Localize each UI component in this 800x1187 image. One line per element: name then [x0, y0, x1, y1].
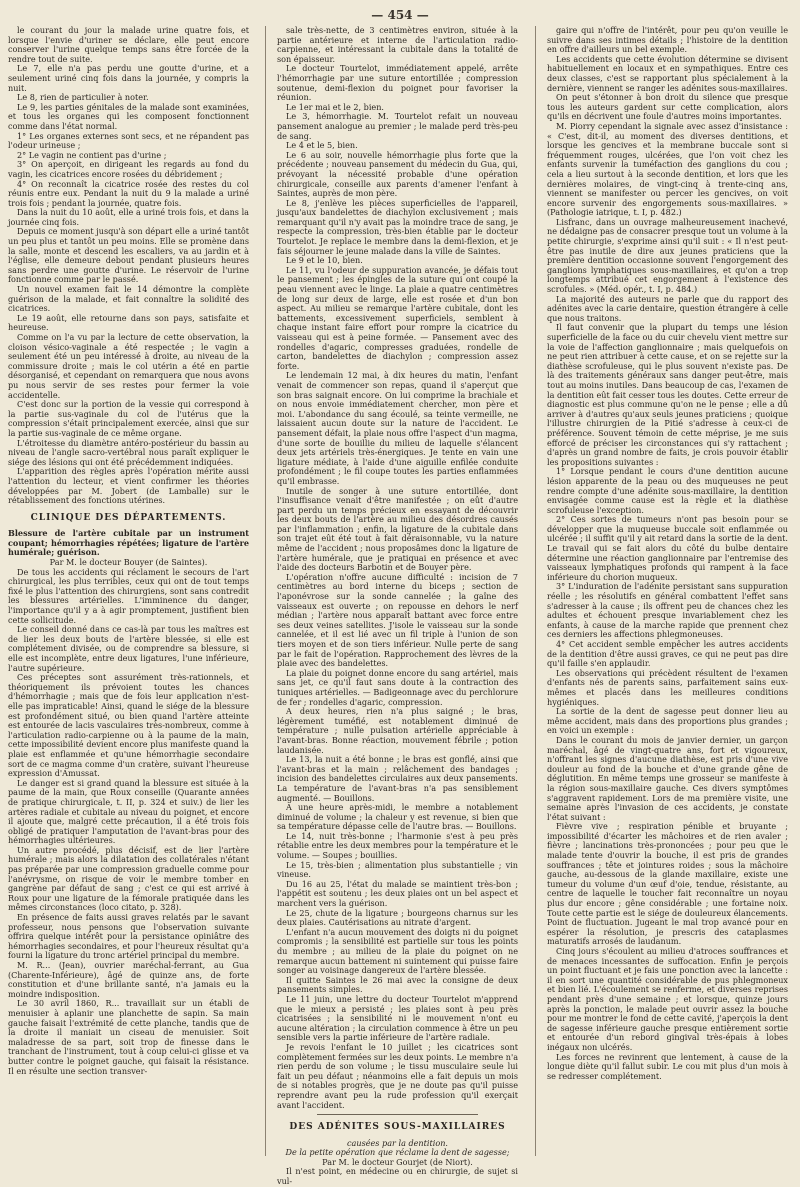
paragraph: Dans le courant du mois de janvier dernier, un garçon maréchal, âgé de vingt-quatre ans, fort et vigoureux, n'offrant les signes d'aucune diathèse, est pris d'une vive douleur au fond de la bouche et d'une grande gêne de déglutition. En même temps une grosseur se manifeste à la région sous-maxillaire gauche. Ces divers symptômes s'aggravent rapidement. Lors de ma première visite, une semaine après l'invasion de ces accidents, je constate l'état suivant : — [547, 734, 788, 822]
paragraph: Le 6 au soir, nouvelle hémorrhagie plus forte que la précédente ; nouveau pansement du médecin du Gua, qui, prévoyant la nécessité probable d'une opération chirurgicale, conseille aux parents d'amener l'enfant à Saintes, auprès de mon père. — [277, 149, 518, 199]
article-title: Blessure de l'artère cubitale par un instrument coupant; hémorrhagies répétées; ligature de l'artère humérale; guérison. — [8, 528, 249, 558]
paragraph: Le 30 avril 1860, R... travaillait sur un établi de menuisier à aplanir une planchette de sapin. Sa main gauche faisait l'extrémité de cette planche, tandis que de la droite il maniait un ciseau de menuisier. Soit maladresse de sa part, soit trop de finesse dans le tranchant de l'instrument, tout à coup celui-ci glisse et va butter contre le poignet gauche, qui faisait la résistance. Il en résulte une section transver- — [8, 998, 249, 1076]
paragraph: Le 15, très-bien ; alimentation plus substantielle ; vin vineuse. — [277, 859, 518, 880]
column-rule — [265, 26, 266, 1156]
paragraph: Inutile de songer à une suture entortillée, dont l'insuffisance venait d'être manifestée ; on eût d'autre part perdu un temps précieux en essayant de découvrir les deux bouts de l'artère au milieu des désordres causés par l'inflammation ; enfin, la ligature de la cubitale dans son trajet eût été tout à fait déraisonnable, vu la nature même de l'accident ; nous proposâmes donc la ligature de l'artère humérale, que je pratiquai en présence et avec l'aide des docteurs Barbotin et de Bouyer père. — [277, 485, 518, 573]
text-columns — [0, 25, 800, 1187]
paragraph: A une heure après-midi, le membre a notablement diminué de volume ; la chaleur y est revenue, si bien que sa température dépasse celle de l'autre bras. — Bouillons. — [277, 802, 518, 832]
col1-paragraphs — [8, 26, 249, 506]
paragraph: Le 8, j'enlève les pièces superficielles de l'appareil, jusqu'aux bandelettes de diachylon exclusivement ; mais remarquant qu'il n'y avait pas la moindre trace de sang, je respecte la compression, très-bien établie par le docteur Tourtelot. Je replace le membre dans la demi-flexion, et je fais séjourner le jeune malade dans la ville de Saintes. — [277, 197, 518, 256]
paragraph: Ces préceptes sont assurément très-rationnels, et théoriquement ils prévoient toutes les chances d'hémorrhagie ; mais que de fois leur application n'est-elle pas impraticable! Ainsi, quand le siége de la blessure est profondément situé, ou bien quand l'artère atteinte est entourée de lacis vasculaires très-nombreux, comme à l'articulation radio-carpienne ou à la paume de la main, cette impossibilité devient encore plus manifeste quand la plaie est enflammée et qu'une hémorrhagie secondaire sort de ce magma comme d'un cratère, suivant l'heureuse expression d'Amussat. — [8, 672, 249, 779]
article-byline-2: Par M. le docteur Gourjet (de Niort). — [322, 1156, 473, 1167]
paragraph: Le 11, vu l'odeur de suppuration avancée, je défais tout le pansement ; les épingles de la suture qui ont coupé la peau viennent avec le linge. La plaie a quatre centimètres de long sur deux de large, elle est rosée et d'un bon aspect. Au milieu se remarque l'artère cubitale, dont les battements, excessivement superficiels, semblent à chaque instant faire effort pour rompre la cicatrice du vaisseau qui est à peine formée. — Pansement avec des rondelles d'agaric, compresses graduées, rondelle de carton, bandelettes de diachylon ; compression assez forte. — [277, 264, 518, 371]
paragraph: Le docteur Tourtelot, immédiatement appelé, arrête l'hémorrhagie par une suture entortillée ; compression soutenue, demi-flexion du poignet pour favoriser la réunion. — [277, 63, 518, 103]
paragraph: La majorité des auteurs ne parle que du rapport des adénites avec la carie dentaire, question étrangère à celle que nous traitons. — [547, 293, 788, 323]
paragraph: Dans la nuit du 10 août, elle a uriné trois fois, et dans la journée cinq fois. — [8, 207, 249, 227]
paragraph: De tous les accidents qui réclament le secours de l'art chirurgical, les plus terribles, ceux qui ont de tout temps fixé le plus l'attention des chirurgiens, sont sans contredit les blessures artérielles. L'imminence du danger, l'importance qu'il y a à agir promptement, justifient bien cette sollicitude. — [8, 566, 249, 625]
column-2 — [277, 25, 519, 1187]
paragraph: 2° Le vagin ne contient pas d'urine ; — [17, 149, 167, 160]
paragraph: M. R... (Jean), ouvrier maréchal-ferrant, au Gua (Charente-Inférieure), âgé de quinze ans, de forte constitution et d'une brillante santé, n'a jamais eu la moindre indisposition. — [8, 960, 249, 999]
paragraph: Les forces ne revinrent que lentement, à cause de la longue diète qu'il fallut subir. Le cou mit plus d'un mois à se redresser complétement. — [547, 1051, 788, 1081]
paragraph: A deux heures, rien n'a plus saigné ; le bras, légèrement tuméfié, est notablement diminué de température ; nulle pulsation artérielle appréciable à l'avant-bras. Bonne réaction, mouvement fébrile ; potion laudanisée. — [277, 706, 518, 755]
section-subtitle-2: De la petite opération que réclame la dent de sagesse; — [285, 1147, 510, 1158]
paragraph: Un nouvel examen fait le 14 démontre la complète guérison de la malade, et fait connaître la solidité des cicatrices. — [8, 284, 249, 314]
paragraph: 4° On reconnaît la cicatrice rosée des restes du col réunis entre eux. Pendant la nuit du 9 la malade a uriné trois fois ; pendant la journée, quatre fois. — [8, 178, 249, 208]
paragraph: Lisfranc, dans un ouvrage malheureusement inachevé, ne dédaigne pas de consacrer presque tout un volume à la petite chirurgie, s'exprime ainsi qu'il suit : « Il n'est peut-être pas inutile de dire aux jeunes praticiens que la première dentition occasionne souvent l'engorgement des ganglions lymphatiques sous-maxillaires, et qu'on a trop longtemps attribué cet engorgement à l'existence des scrofules. » (Méd. opér., t. I, p. 484.) — [547, 216, 788, 295]
paragraph: Le 9, les parties génitales de la malade sont examinées, et tous les organes qui les composent fonctionnent comme dans l'état normal. — [8, 101, 249, 131]
column-rule — [535, 26, 536, 1156]
paragraph: 1° Lorsque pendant le cours d'une dentition aucune lésion apparente de la peau ou des muqueuses ne peut rendre compte d'une adénite sous-maxillaire, la dentition envisagée comme cause est la règle et la diathèse scrofuleuse l'exception. — [547, 466, 788, 515]
paragraph: C'est donc sur la portion de la vessie qui correspond à la partie sus-vaginale du col de l'utérus que la compression s'était principalement exercée, ainsi que sur la partie sus-vaginale de ce même organe. — [8, 399, 249, 438]
paragraph: Le 3, hémorrhagie. M. Tourtelot refait un nouveau pansement analogue au premier ; le malade perd très-peu de sang. — [277, 111, 518, 141]
paragraph: Le 8, rien de particulier à noter. — [17, 92, 149, 103]
paragraph: sale très-nette, de 3 centimètres environ, située à la partie antérieure et interne de l'articulation radio-carpienne, et intéressant la cubitale dans la totalité de son épaisseur. — [277, 25, 518, 64]
paragraph: Le conseil donné dans ce cas-là par tous les maîtres est de lier les deux bouts de l'artère blessée, si elle est complétement divisée, ou de comprendre sa blessure, si elle est incomplète, entre deux ligatures, l'une inférieure, l'autre supérieure. — [8, 624, 249, 673]
paragraph: L'étroitesse du diamètre antéro-postérieur du bassin au niveau de l'angle sacro-vertébral nous paraît expliquer le siége des lésions qui ont été précédemment indiquées. — [8, 437, 249, 467]
paragraph: le courant du jour la malade urine quatre fois, et lorsque l'envie d'uriner se déclare, elle peut encore conserver l'urine quelque temps sans être forcée de la rendre tout de suite. — [8, 25, 249, 64]
paragraph: Le 25, chute de la ligature ; bourgeons charnus sur les deux plaies. Cautérisations au nitrate d'argent. — [277, 907, 518, 928]
section-title: CLINIQUE DES DÉPARTEMENTS. — [30, 512, 227, 523]
paragraph: Le 14, nuit très-bonne ; l'harmonie s'est à peu près rétablie entre les deux membres pour la température et le volume. — Soupes ; bouillies. — [277, 830, 518, 861]
paragraph: Fièvre vive ; respiration pénible et bruyante ; impossibilité d'écarter les mâchoires et de rien avaler ; fièvre ; lancinations très-prononcées ; pour peu que le malade tente d'ouvrir la bouche, il est pris de grandes souffrances ; tête et jointures roides ; sous la mâchoire gauche, au-dessous de la glande maxillaire, existe une tumeur du volume d'un œuf d'oie, tendue, résistante, au centre de laquelle le toucher fait reconnaître un noyau plus dur encore ; gêne considérable ; une fortaine noix. Toute cette partie est le siége de douleureux élancements. Point de fluctuation. Jugeant le mal trop avancé pour en espérer la résolution, je prescris des cataplasmes maturatifs arrosés de laudanum. — [547, 821, 788, 947]
paragraph: La sortie de la dent de sagesse peut donner lieu au même accident, mais dans des proportions plus grandes ; en voici un exemple : — [547, 706, 788, 736]
paragraph: L'enfant n'a aucun mouvement des doigts ni du poignet compromis ; la sensibilité est partielle sur tous les points du membre ; au milieu de la plaie du poignet on ne remarque aucun battement ni suintement qui puisse faire songer au voisinage dangereux de l'artère blessée. — [277, 926, 518, 976]
paragraph: On peut s'étonner à bon droit du silence que presque tous les auteurs gardent sur cette complication, alors qu'ils en décrivent une foule d'autres moins importantes. — [547, 92, 788, 122]
paragraph: Il quitte Saintes le 26 mai avec la consigne de deux pansements simples. — [277, 974, 518, 995]
column-3 — [547, 26, 788, 1156]
paragraph: Le 7, elle n'a pas perdu une goutte d'urine, et a seulement uriné cinq fois dans la journée, y compris la nuit. — [8, 63, 249, 93]
paragraph: Les observations qui précèdent résultent de l'examen d'enfants nés de parents sains, parfaitement sains eux-mêmes et placés dans les meilleures conditions hygiéniques. — [547, 667, 788, 707]
paragraph: Je revois l'enfant le 10 juillet ; les cicatrices sont complètement fermées sur les deux points. Le membre n'a rien perdu de son volume ; le tissu musculaire seule lui fait un peu défaut ; néanmoins elle a fait depuis un mois de si notables progrès, que je ne doute pas qu'il puisse reprendre avant peu la rude profession qu'il exerçait avant l'accident. — [277, 1041, 519, 1110]
paragraph: 3° On aperçoit, en dirigeant les regards au fond du vagin, les cicatrices encore rosées du débridement ; — [8, 159, 249, 179]
paragraph: Un autre procédé, plus décisif, est de lier l'artère humérale ; mais alors la dilatation des collatérales n'étant pas préparée par une compression graduelle comme pour l'anévrysme, on risque de voir le membre tomber en gangrène par défaut de sang ; c'est ce qui est arrivé à Roux pour une ligature de la fémorale pratiquée dans les mêmes circonstances (loco citato, p. 328). — [8, 844, 249, 913]
paragraph: L'opération n'offre aucune difficulté : incision de 7 centimètres au bord interne du biceps ; section de l'aponévrose sur la sonde cannelée ; la gaîne des vaisseaux est ouverte ; on repousse en dehors le nerf médian ; l'artère nous apparaît battant avec force entre ses deux veines satellites. J'isole le vaisseau sur la sonde cannelée, et il est lié avec un fil triple à l'union de son tiers moyen et de son tiers inférieur. Nulle perte de sang par le fait de l'opération. Rapprochement des lèvres de la plaie avec des bandelettes. — [277, 571, 518, 669]
paragraph: gaire qui n'offre de l'intérêt, pour peu qu'on veuille le suivre dans ses intimes détails ; l'histoire de la dentition en offre d'ailleurs un bel exemple. — [547, 25, 788, 55]
section-subtitle: causées par la dentition. — [347, 1137, 448, 1148]
paragraph: L'apparition des règles après l'opération mérite aussi l'attention du lecteur, et vient confirmer les théories développées par M. Jobert (de Lamballe) sur le rétablissement des fonctions utérines. — [8, 466, 249, 506]
column-1 — [8, 26, 249, 1156]
article-byline: Par M. le docteur Bouyer (de Saintes). — [49, 557, 208, 568]
section-title-2: DES ADÉNITES SOUS-MAXILLAIRES — [289, 1122, 506, 1133]
paragraph: 3° L'induration de l'adénite persistant sans suppuration réelle ; les résolutifs en général combattent l'effet sans s'adresser à la cause ; ils offrent peu de chances chez les adultes et échouent presque invariablement chez les enfants, à cause de la marche rapide que prennent chez ces derniers les affections phlegmoneuses. — [547, 581, 788, 640]
paragraph: Depuis ce moment jusqu'à son départ elle a uriné tantôt un peu plus et tantôt un peu moins. Elle se promène dans la salle, monte et descend les escaliers, va au jardin et à l'église, elle demeure debout pendant plusieurs heures sans perdre une goutte d'urine. Le réservoir de l'urine fonctionne comme par le passé. — [8, 226, 249, 285]
paragraph: Le lendemain 12 mai, à dix heures du matin, l'enfant venait de commencer son repas, quand il s'aperçut que son bras saignait encore. On lui comprime la brachiale et on nous envoie immédiatement chercher, mon père et moi. L'abondance du sang écoulé, sa teinte vermeille, ne laissaient aucun doute sur la nature de l'accident. Le pansement défait, la plaie nous offre l'aspect d'un magma, d'une sorte de bouillie du milieu de laquelle s'élancent deux jets artériels très-énergiques. Je tente en vain une ligature médiate, à l'aide d'une aiguille enfilée conduite profondément ; le fil coupe toutes les parties enflammées qu'il embrasse. — [277, 370, 518, 486]
col1-paragraphs-2 — [8, 568, 249, 1076]
paragraph: Le 13, la nuit a été bonne ; le bras est gonflé, ainsi que l'avant-bras et la main ; relâchement des bandages ; incision des bandelettes circulaires aux deux pansements. La température de l'avant-bras n'a pas sensiblement augmenté. — Bouillons. — [277, 754, 518, 803]
paragraph: 4° Cet accident semble empêcher les autres accidents de la dentition d'être aussi graves, ce qui ne peut pas dire qu'il faille s'en applaudir. — [547, 639, 788, 669]
paragraph: Du 16 au 25, l'état du malade se maintient très-bon ; l'appétit est soutenu ; les deux plaies ont un bel aspect et marchent vers la guérison. — [277, 878, 518, 909]
paragraph: Il n'est point, en médecine ou en chirurgie, de sujet si vul- — [277, 1166, 518, 1187]
paragraph: M. Piorry cependant la signale avec assez d'insistance : « C'est, dit-il, au moment des diverses dentitions, et lorsque les gencives et la membrane buccale sont si fréquemment rouges, ulcérées, que l'on voit chez les enfants survenir la tuméfaction des ganglions du cou ; cela a lieu surtout à la seconde dentition, et lors que les dernières molaires, de vingt-cinq à trente-cinq ans, viennent se manifester ou percer les gencives, on voit encore survenir des engorgements sous-maxillaires. » (Pathologie iatrique, t. I, p. 482.) — [547, 120, 788, 218]
paragraph: Le 19 août, elle retourne dans son pays, satisfaite et heureuse. — [8, 312, 249, 333]
paragraph: 2° Ces sortes de tumeurs n'ont pas besoin pour se développer que la muqueuse buccale soit enflammée ou ulcérée ; il suffit qu'il y ait retard dans la sortie de la dent. Le travail qui se fait alors du côté du bulbe dentaire détermine une réaction ganglionnaire par l'entremise des vaisseaux lymphatiques profonds qui rampent à la face inférieure du chorion muqueux. — [547, 514, 788, 582]
paragraph: Comme on l'a vu par la lecture de cette observation, la cloison vésico-vaginale a été respectée ; le vagin a seulement été un peu intéressé à droite, au niveau de la commissure droite ; mais le col utérin a été en partie désorganisé, et cependant on remarquera que nous avons pu nous servir de ses restes pour fermer la voie accidentelle. — [8, 332, 249, 400]
col3-paragraphs — [547, 26, 788, 1081]
paragraph: Il faut convenir que la plupart du temps une lésion superficielle de la face ou du cuir chevelu vient mettre sur la voie de l'affection ganglionnaire ; mais quelquefois on ne peut rien attribuer à cette cause, et on se rejette sur la diathèse scrofuleuse, qui le plus souvent n'existe pas. De là des traitements généraux sans danger peut-être, mais tout au moins inutiles. Dans beaucoup de cas, l'examen de la dentition eût fait cesser tous les doutes. Cette erreur de diagnostic est plus commune qu'on ne le pense ; elle a dû arriver à d'autres qu'aux seuls jeunes praticiens ; quoique l'illustre chirurgien de la Pitié s'adresse à ceux-ci de préférence. Souvent témoin de cette méprise, je me suis efforcé de préciser les circonstances qui s'y rattachent ; d'après un grand nombre de faits, je crois pouvoir établir les propositions suivantes : — [547, 322, 789, 467]
paragraph: Le 9 et le 10, bien. — [286, 255, 363, 266]
paragraph: Les accidents que cette évolution détermine se divisent habituellement en locaux et en sympathiques. Entre ces deux classes, c'est se rapportant plus spécialement à la dernière, viennent se ranger les adénites sous-maxillaires. — [547, 53, 788, 93]
paragraph: 1° Les organes externes sont secs, et ne répandent pas l'odeur urineuse ; — [8, 130, 249, 151]
paragraph: Le 1er mai et le 2, bien. — [286, 101, 384, 112]
paragraph: Le danger est si grand quand la blessure est située à la paume de la main, que Roux conseille (Quarante années de pratique chirurgicale, t. II, p. 324 et suiv.) de lier les artères radiale et cubitale au niveau du poignet, et encore il ajoute que, malgré cette précaution, il a été trois fois obligé de pratiquer l'amputation de l'avant-bras pour des hémorrhagies ultérieures. — [8, 777, 249, 846]
paragraph: Le 4 et le 5, bien. — [286, 140, 358, 151]
paragraph: Cinq jours s'écoulent au milieu d'atroces souffrances et de menaces incessantes de suffocation. Enfin je perçois un point fluctuant et je fais une ponction avec la lancette : il en sort une quantité considérable de pus phlegmoneux et bien lié. L'écoulement se renferme, et diverses reprises pendant près d'une semaine ; et lorsque, quinze jours après la ponction, le malade peut ouvrir assez la bouche pour me montrer le fond de cette cavité, j'aperçois la dent de sagesse inférieure gauche presque entièrement sortie et entourée d'un rebord gingival très-épais à lobes inégaux non ulcérés. — [547, 946, 788, 1052]
paragraph: En présence de faits aussi graves relatés par le savant professeur, nous pensons que l'observation suivante offrira quelque intérêt pour la persistance opiniâtre des hémorrhagies secondaires, et pour l'heureux résultat qu'a fourni la ligature du tronc artériel principal du membre. — [8, 912, 249, 961]
col2-paragraphs — [277, 26, 518, 1110]
paragraph: La plaie du poignet donne encore du sang artériel, mais sans jet, ce qu'il faut sans doute à la contraction des tuniques artérielles. — Badigeonnage avec du perchlorure de fer ; rondelles d'agaric, compression. — [277, 667, 518, 707]
divider — [317, 1114, 478, 1115]
paragraph: Le 11 juin, une lettre du docteur Tourtelot m'apprend que le mieux a persisté ; les plaies sont à peu près cicatrisées ; la sensibilité ni le mouvement n'ont eu aucune altération ; la circulation commence à être un peu sensible vers la partie inférieure de l'artère radiale. — [277, 993, 518, 1043]
page-number: — 454 — — [371, 8, 429, 22]
